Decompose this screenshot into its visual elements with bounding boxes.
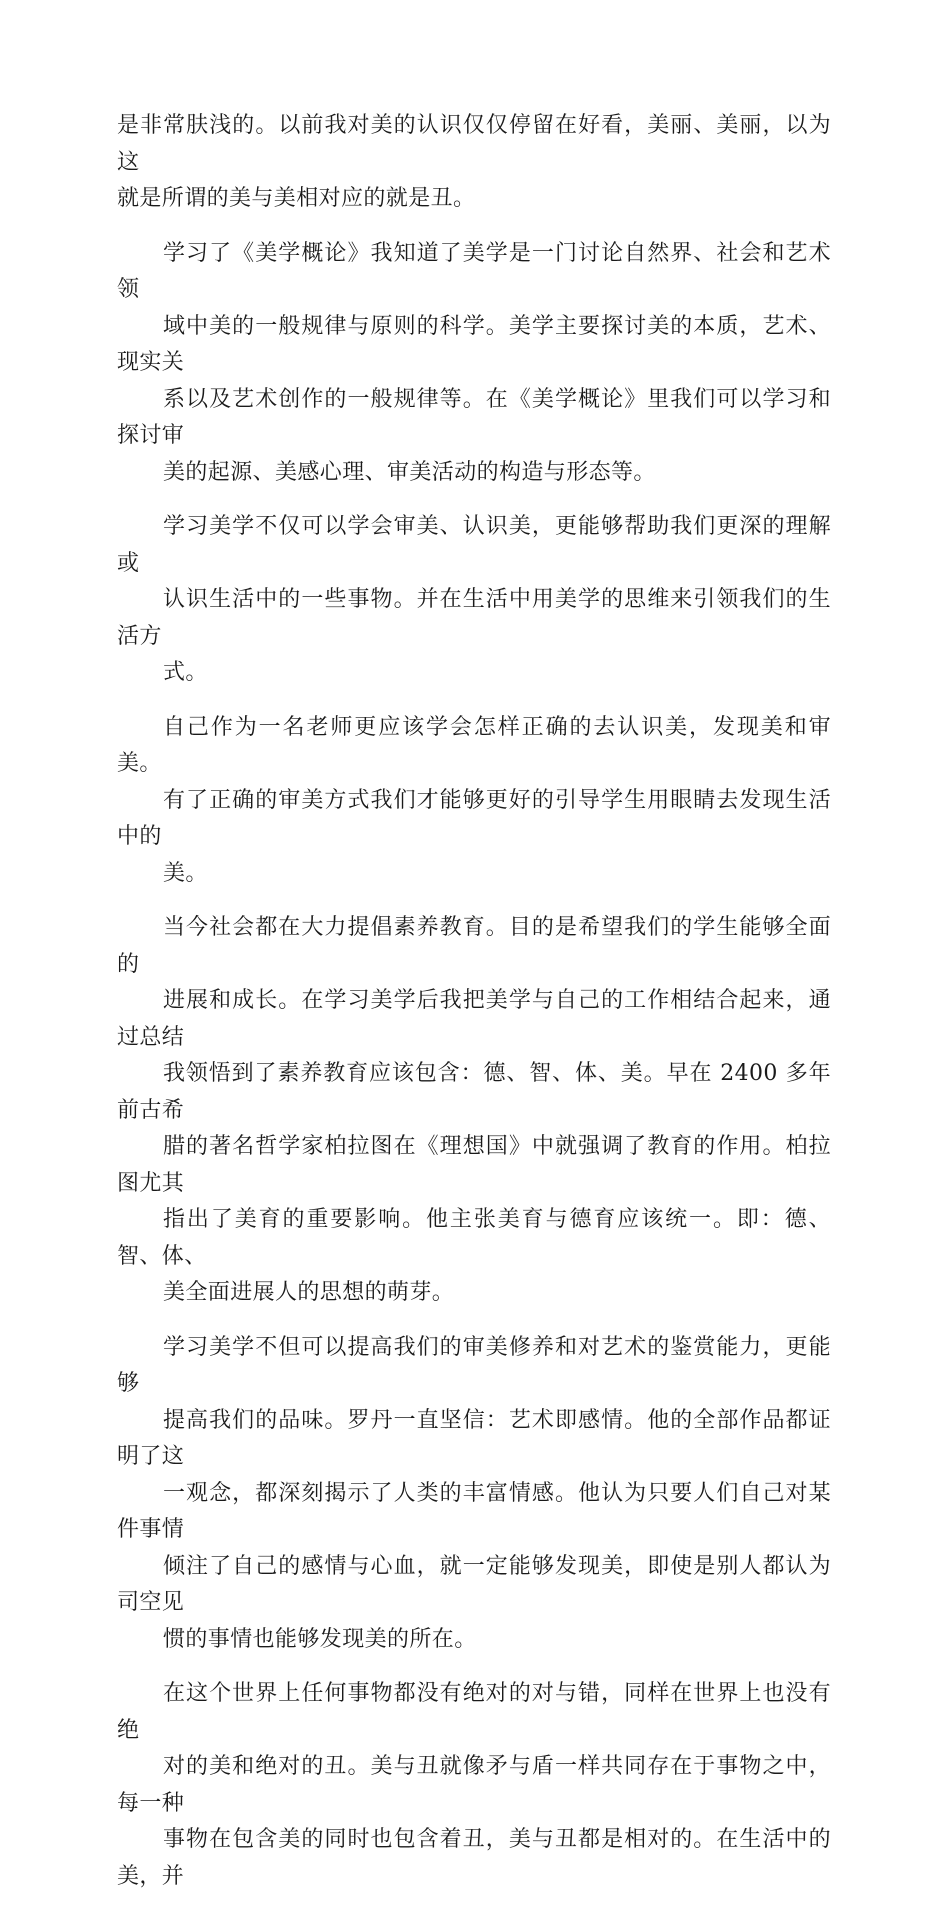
text-line: 对的美和绝对的丑。美与丑就像矛与盾一样共同存在于事物之中，每一种 (117, 1754, 831, 1816)
text-line: 学习美学不仅可以学会审美、认识美，更能够帮助我们更深的理解或 (117, 514, 831, 576)
text-line: 当今社会都在大力提倡素养教育。目的是希望我们的学生能够全面的 (117, 915, 831, 977)
text-line: 倾注了自己的感情与心血，就一定能够发现美，即使是别人都认为司空见 (117, 1553, 831, 1615)
document-page (117, 108, 831, 1913)
text-line: 在这个世界上任何事物都没有绝对的对与错，同样在世界上也没有绝 (117, 1681, 831, 1743)
text-line: 腊的著名哲学家柏拉图在《理想国》中就强调了教育的作用。柏拉图尤其 (117, 1134, 831, 1196)
paragraph (117, 910, 831, 1312)
text-line: 美全面进展人的思想的萌芽。 (163, 1280, 455, 1305)
text-line: 指出了美育的重要影响。他主张美育与德育应该统一。即：德、智、体、 (117, 1207, 831, 1269)
paragraph (117, 236, 831, 492)
paragraph (117, 108, 831, 218)
text-line: 美。 (163, 860, 208, 886)
text-line: 事物在包含美的同时也包含着丑，美与丑都是相对的。在生活中的美，并 (117, 1827, 831, 1889)
text-line: 惯的事情也能够发现美的所在。 (163, 1626, 477, 1652)
text-line: 域中美的一般规律与原则的科学。美学主要探讨美的本质，艺术、现实关 (117, 313, 831, 375)
text-line: 提高我们的品味。罗丹一直坚信：艺术即感情。他的全部作品都证明了这 (117, 1407, 831, 1469)
text-line: 有了正确的审美方式我们才能够更好的引导学生用眼睛去发现生活中的 (117, 787, 831, 849)
text-line: 我领悟到了素养教育应该包含：德、智、体、美。早在 2400 多年前古希 (117, 1061, 831, 1123)
paragraph (117, 710, 831, 893)
paragraph (117, 1676, 831, 1895)
text-line: 美的起源、美感心理、审美活动的构造与形态等。 (163, 459, 656, 485)
text-line: 就是所谓的美与美相对应的就是丑。 (117, 186, 476, 211)
text-line: 一观念，都深刻揭示了人类的丰富情感。他认为只要人们自己对某件事情 (117, 1480, 831, 1542)
text-line: 认识生活中的一些事物。并在生活中用美学的思维来引领我们的生活方 (117, 587, 831, 649)
text-line: 系以及艺术创作的一般规律等。在《美学概论》里我们可以学习和探讨审 (117, 386, 831, 448)
text-line: 进展和成长。在学习美学后我把美学与自己的工作相结合起来，通过总结 (117, 988, 831, 1050)
text-line: 学习了《美学概论》我知道了美学是一门讨论自然界、社会和艺术领 (117, 240, 831, 302)
paragraph (117, 509, 831, 692)
paragraph (117, 1330, 831, 1659)
text-line: 是非常肤浅的。以前我对美的认识仅仅停留在好看，美丽、美丽，以为这 (117, 113, 831, 175)
text-line: 学习美学不但可以提高我们的审美修养和对艺术的鉴赏能力，更能够 (117, 1334, 831, 1396)
text-line: 式。 (163, 660, 208, 685)
text-line: 自己作为一名老师更应该学会怎样正确的去认识美，发现美和审美。 (117, 714, 831, 776)
